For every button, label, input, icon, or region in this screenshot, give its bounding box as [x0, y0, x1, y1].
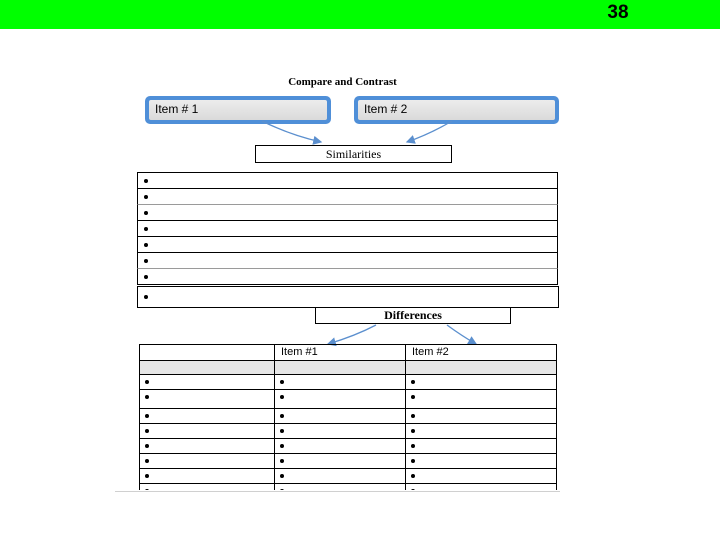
bullet	[280, 444, 284, 448]
bullet	[144, 243, 148, 247]
arrow-item1-to-similarities	[262, 121, 321, 142]
header-cell-item1: Item #1	[275, 345, 406, 361]
bullet	[411, 380, 415, 384]
bullet	[144, 295, 148, 299]
table-row	[140, 439, 557, 454]
header-cell-item2: Item #2	[406, 345, 557, 361]
table-cell	[406, 409, 557, 424]
list-item	[137, 237, 558, 253]
slide-number: 38	[607, 2, 629, 23]
bullet	[145, 429, 149, 433]
bullet	[145, 444, 149, 448]
table-cell	[406, 375, 557, 390]
bullet	[145, 380, 149, 384]
table-cell	[140, 409, 275, 424]
bullet	[144, 275, 148, 279]
table-cell	[140, 361, 275, 375]
bullet	[280, 429, 284, 433]
list-item	[137, 286, 559, 308]
table-cell	[406, 439, 557, 454]
image-crop-edge	[115, 491, 560, 492]
table-cell	[140, 439, 275, 454]
bullet	[145, 474, 149, 478]
bullet	[280, 474, 284, 478]
table-cell	[275, 439, 406, 454]
bullet	[411, 444, 415, 448]
table-cell	[275, 469, 406, 484]
table-cell	[406, 424, 557, 439]
arrow-differences-to-item1	[328, 325, 376, 344]
arrow-differences-to-item2	[447, 325, 476, 344]
table-row	[140, 375, 557, 390]
table-cell	[275, 390, 406, 409]
bullet	[411, 474, 415, 478]
bullet	[280, 395, 284, 399]
similarities-label: Similarities	[255, 145, 452, 163]
list-item	[137, 205, 558, 221]
bullet	[280, 414, 284, 418]
bullet	[411, 395, 415, 399]
differences-label: Differences	[315, 307, 511, 324]
table-cell	[406, 390, 557, 409]
table-cell	[406, 454, 557, 469]
item-2-label: Item # 2	[358, 100, 555, 120]
table-row	[140, 409, 557, 424]
bullet	[145, 395, 149, 399]
table-header-row	[140, 345, 557, 361]
bullet	[144, 179, 148, 183]
similarities-list	[137, 172, 558, 285]
table-cell	[275, 375, 406, 390]
list-item	[137, 221, 558, 237]
table-cell	[275, 409, 406, 424]
bullet	[144, 227, 148, 231]
bullet	[280, 380, 284, 384]
bullet	[144, 259, 148, 263]
list-item	[137, 269, 558, 285]
bullet	[411, 459, 415, 463]
bullet	[411, 414, 415, 418]
list-item	[137, 189, 558, 205]
table-cell	[406, 361, 557, 375]
table-cell	[140, 390, 275, 409]
table-cell	[140, 375, 275, 390]
header-cell-blank	[140, 345, 275, 361]
image-crop-mask	[115, 490, 565, 540]
differences-table	[139, 344, 557, 499]
bullet	[280, 459, 284, 463]
table-cell	[140, 454, 275, 469]
list-item	[137, 253, 558, 269]
table-cell	[275, 361, 406, 375]
bullet	[144, 195, 148, 199]
item-1-label: Item # 1	[149, 100, 327, 120]
table-row	[140, 454, 557, 469]
bullet	[145, 414, 149, 418]
document-title: Compare and Contrast	[288, 76, 397, 88]
table-row	[140, 390, 557, 409]
bullet	[411, 429, 415, 433]
table-cell	[275, 454, 406, 469]
table-row	[140, 424, 557, 439]
table-cell	[406, 469, 557, 484]
table-cell	[140, 424, 275, 439]
table-row	[140, 361, 557, 375]
bullet	[145, 459, 149, 463]
table-row	[140, 469, 557, 484]
arrow-item2-to-similarities	[407, 121, 452, 142]
table-cell	[275, 424, 406, 439]
table-cell	[140, 469, 275, 484]
list-item	[137, 172, 558, 189]
bullet	[144, 211, 148, 215]
